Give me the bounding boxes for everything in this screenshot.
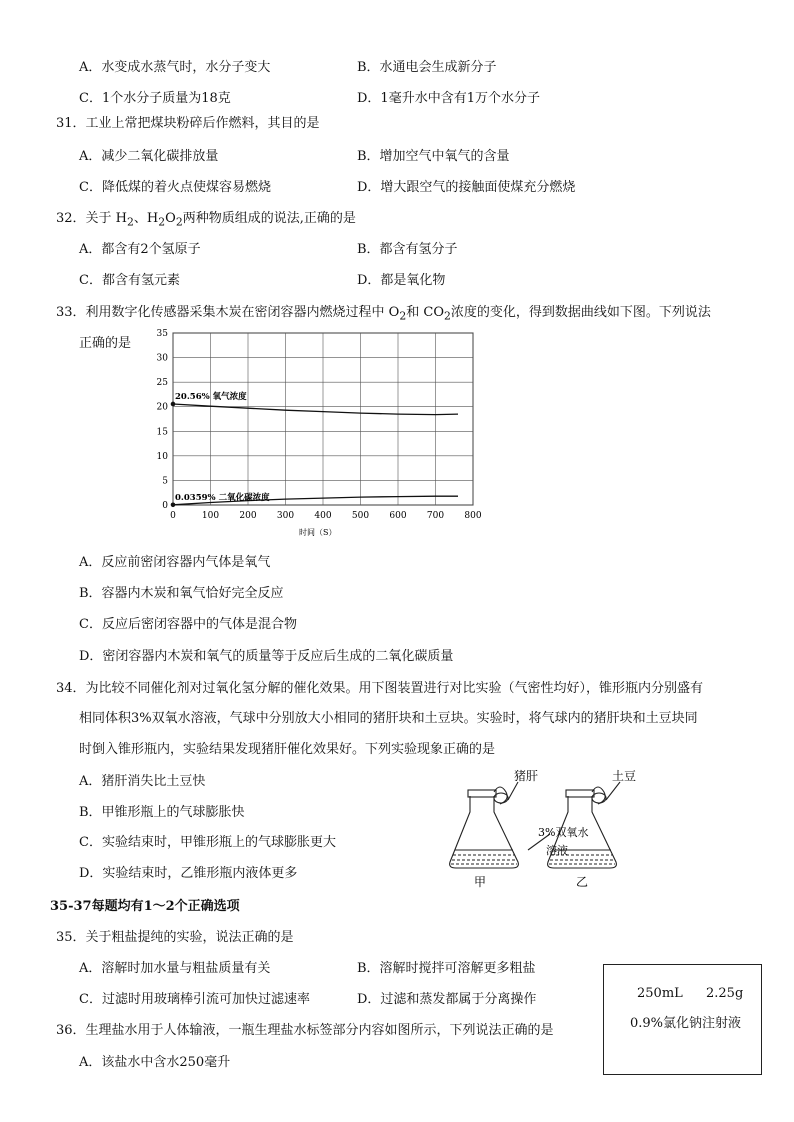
q31-option-c: C．降低煤的着火点使煤容易燃烧 xyxy=(79,180,271,195)
q30-option-d: D．1毫升水中含有1万个水分子 xyxy=(357,91,540,106)
q31-option-a: A．减少二氧化碳排放量 xyxy=(79,149,219,164)
x-tick-label: 500 xyxy=(351,511,370,521)
q32-option-c: C．都含有氢元素 xyxy=(79,273,180,288)
q32-option-d: D．都是氧化物 xyxy=(357,273,446,288)
y-tick-label: 20 xyxy=(156,402,168,413)
q34-option-b: B．甲锥形瓶上的气球膨胀快 xyxy=(79,805,245,820)
series-label-0: 20.56% 氧气浓度 xyxy=(175,391,247,402)
label-solution-line1: 3%双氧水 xyxy=(538,826,589,839)
y-tick-label: 25 xyxy=(156,378,168,389)
y-tick-label: 35 xyxy=(156,329,168,339)
saline-label-box xyxy=(603,964,762,1075)
q33-option-a: A．反应前密闭容器内气体是氧气 xyxy=(79,555,271,570)
section-note: 35-37每题均有1～2个正确选项 xyxy=(50,899,240,914)
q34-option-c: C．实验结束时，甲锥形瓶上的气球膨胀更大 xyxy=(79,835,336,850)
q35-option-a: A．溶解时加水量与粗盐质量有关 xyxy=(79,961,271,976)
flask-experiment-figure xyxy=(438,762,648,892)
q32-stem: 32．关于 $H_2$、$H_2O_2$两种物质组成的说法,正确的是 xyxy=(56,211,356,229)
q31-stem: 31．工业上常把煤块粉碎后作燃料，其目的是 xyxy=(56,116,320,131)
q31-option-d: D．增大跟空气的接触面使煤充分燃烧 xyxy=(357,180,576,195)
label-solution-line2: 溶液 xyxy=(546,844,568,857)
q35-option-c: C．过滤时用玻璃棒引流可加快过滤速率 xyxy=(79,992,310,1007)
q34-stem-line2: 相同体积3%双氧水溶液，气球中分别放大小相同的猪肝块和土豆块。实验时，将气球内的猪肝块和土豆块同 xyxy=(79,711,698,726)
x-tick-label: 700 xyxy=(426,511,445,521)
q34-option-a: A．猪肝消失比土豆快 xyxy=(79,774,206,789)
y-tick-label: 15 xyxy=(156,427,168,438)
q30-option-b: B．水通电会生成新分子 xyxy=(357,60,497,75)
x-tick-label: 0 xyxy=(170,511,176,521)
x-tick-label: 200 xyxy=(239,511,257,521)
x-tick-label: 400 xyxy=(314,511,332,521)
concentration-chart xyxy=(150,325,490,540)
q30-option-c: C．1个水分子质量为18克 xyxy=(79,91,231,106)
q33-option-c: C．反应后密闭容器中的气体是混合物 xyxy=(79,617,297,632)
y-tick-label: 10 xyxy=(156,451,168,462)
y-tick-label: 30 xyxy=(156,353,168,364)
q32-option-b: B．都含有氢分子 xyxy=(357,242,458,257)
label-potato: 土豆 xyxy=(612,769,637,783)
label-flask-jia: 甲 xyxy=(474,875,487,889)
q33-option-b: B．容器内木炭和氧气恰好完全反应 xyxy=(79,586,284,601)
series-label-1: 0.0359% 二氧化碳浓度 xyxy=(175,492,270,503)
x-tick-label: 600 xyxy=(389,511,407,521)
y-tick-label: 5 xyxy=(162,476,168,487)
q36-stem: 36．生理盐水用于人体输液，一瓶生理盐水标签部分内容如图所示，下列说法正确的是 xyxy=(56,1023,554,1038)
q34-stem-line3: 时倒入锥形瓶内，实验结果发现猪肝催化效果好。下列实验现象正确的是 xyxy=(79,742,496,757)
y-tick-label: 0 xyxy=(162,501,168,511)
series-line-0 xyxy=(173,404,458,415)
q34-stem-line1: 34．为比较不同催化剂对过氧化氢分解的催化效果。用下图装置进行对比实验（气密性均好），锥形瓶内分别盛有 xyxy=(56,681,704,696)
x-tick-label: 800 xyxy=(464,511,482,521)
x-tick-label: 100 xyxy=(201,511,220,521)
q36-option-a: A．该盐水中含水250毫升 xyxy=(79,1055,231,1070)
series-start-point-1 xyxy=(171,503,176,508)
q35-stem: 35．关于粗盐提纯的实验，说法正确的是 xyxy=(56,930,294,945)
q31-option-b: B．增加空气中氧气的含量 xyxy=(357,149,510,164)
q33-stem-line2: 正确的是 xyxy=(79,336,132,351)
q33-stem: 33．利用数字化传感器采集木炭在密闭容器内燃烧过程中 $O_2$和 $CO_2$浓度的变化，得到数据曲线如下图。下列说法 xyxy=(56,305,711,323)
q34-option-d: D．实验结束时，乙锥形瓶内液体更多 xyxy=(79,866,298,881)
q32-option-a: A．都含有2个氢原子 xyxy=(79,242,201,257)
q33-option-d: D．密闭容器内木炭和氧气的质量等于反应后生成的二氧化碳质量 xyxy=(79,649,454,664)
q30-option-a: A．水变成水蒸气时，水分子变大 xyxy=(79,60,271,75)
x-axis-label: 时间（S） xyxy=(299,528,337,537)
x-tick-label: 300 xyxy=(276,511,295,521)
q35-option-d: D．过滤和蒸发都属于分离操作 xyxy=(357,992,537,1007)
saline-mass: 2.25g xyxy=(706,986,744,1001)
saline-name: 0.9%氯化钠注射液 xyxy=(630,1016,742,1031)
series-start-point-0 xyxy=(171,402,176,407)
q35-option-b: B．溶解时搅拌可溶解更多粗盐 xyxy=(357,961,536,976)
label-flask-yi: 乙 xyxy=(576,875,589,889)
label-liver: 猪肝 xyxy=(514,769,539,783)
saline-volume: 250mL xyxy=(637,986,683,1001)
